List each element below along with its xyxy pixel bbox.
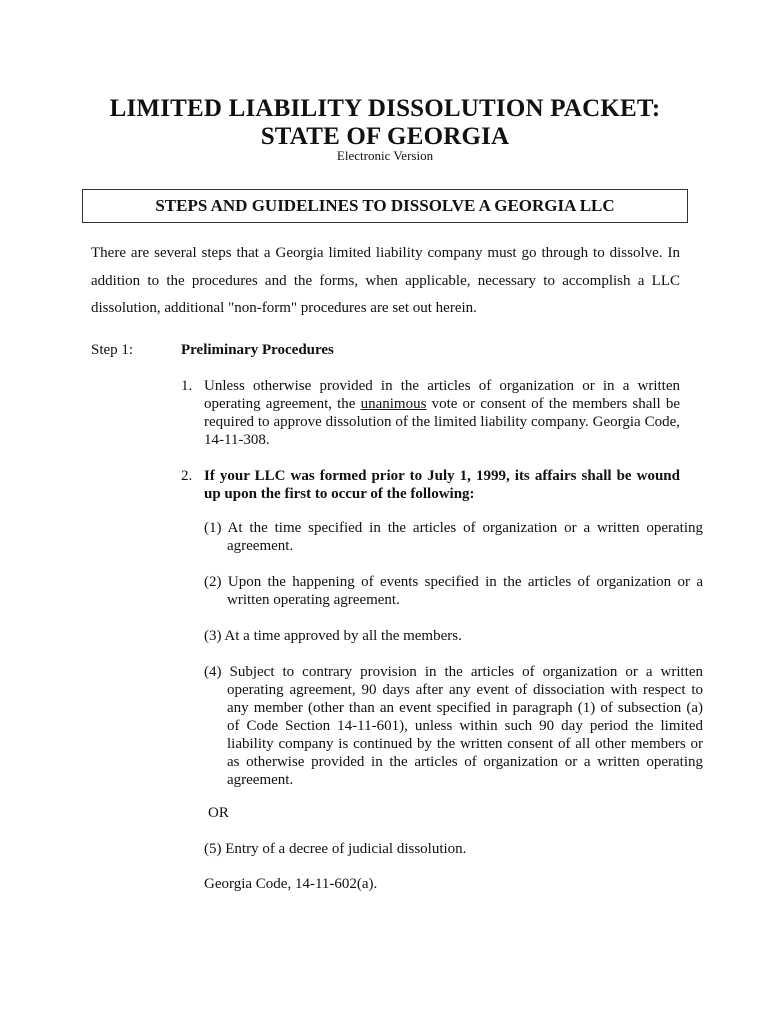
code-reference: Georgia Code, 14-11-602(a). (204, 876, 378, 892)
list-item-number: 1. (181, 378, 193, 394)
sub-item-3: (3) At a time approved by all the members. (204, 628, 462, 644)
document-subtitle: Electronic Version (336, 148, 434, 163)
underlined-word-unanimous: unanimous (360, 396, 427, 412)
section-heading: STEPS AND GUIDELINES TO DISSOLVE A GEORGIA LLC (155, 196, 615, 215)
list-item-text-after: vote or consent of the members shall be required to approve dissolution of the limited liability company. Georgia Code, 14-11-308. (204, 396, 680, 448)
list-item-text: If your LLC was formed prior to July 1, 1999, its affairs shall be wound up upon the first to occur of the following: (204, 468, 680, 502)
or-label: OR (208, 805, 229, 821)
sub-item-2: (2) Upon the happening of events specified in the articles of organization or a written operating agreement. (204, 574, 703, 608)
sub-item-1: (1) At the time specified in the articles of organization or a written operating agreement. (204, 520, 703, 554)
step-1-label: Step 1: (91, 342, 134, 358)
list-item-text-before: Unless otherwise provided in the articles of organization or in a written operating agreement, the (204, 378, 680, 412)
document-title-line-2: STATE OF GEORGIA (260, 123, 510, 150)
list-item-2 (181, 467, 680, 503)
sub-item-5: (5) Entry of a decree of judicial dissolution. (204, 841, 467, 857)
sub-item-4: (4) Subject to contrary provision in the articles of organization or a written operating agreement, 90 days after any event of dissociation with respect to any member (other than an event specified in paragraph (1) of subsection (a) of Code Section 14-11-601), unless within such 90 day period the limited liability company is continued by the written consent of all other members or as otherwise provided in the articles of organization or a written operating agreement. (204, 664, 703, 788)
step-1-title: Preliminary Procedures (181, 342, 334, 358)
list-item-number: 2. (181, 468, 193, 484)
list-item-1 (181, 377, 680, 449)
intro-paragraph: There are several steps that a Georgia limited liability company must go through to dissolve. In addition to the procedures and the forms, when applicable, necessary to accomplish a LLC dissolution, additional "non-form" procedures are set out herein. (91, 245, 680, 316)
section-heading-box (82, 189, 688, 223)
document-title-line-1: LIMITED LIABILITY DISSOLUTION PACKET: (109, 95, 661, 122)
list-item-text (204, 377, 680, 449)
